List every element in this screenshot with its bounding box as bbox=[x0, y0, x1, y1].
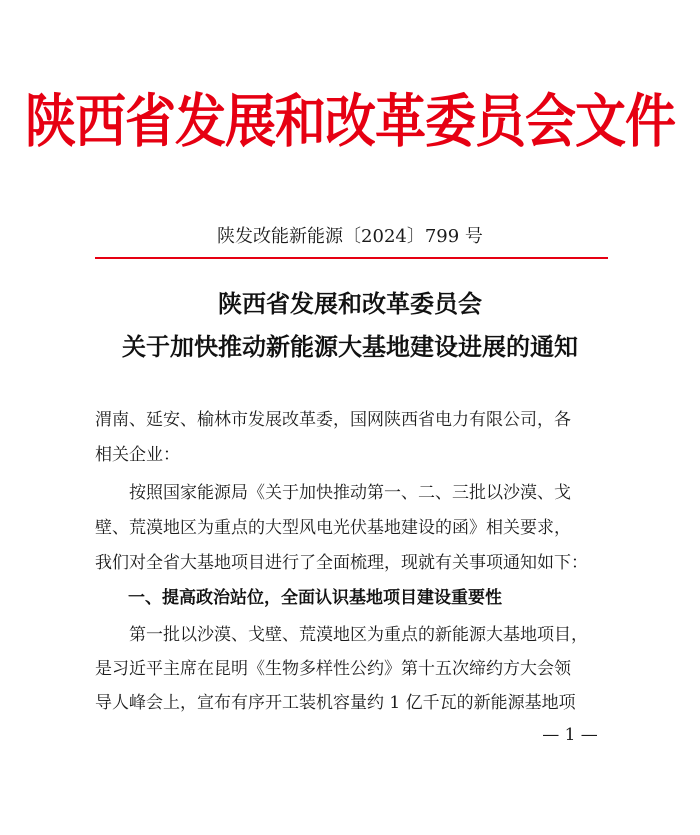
body-line-intro-2: 壁、荒漠地区为重点的大型风电光伏基地建设的函》相关要求， bbox=[95, 518, 571, 538]
document-title-line-1: 陕西省发展和改革委员会 bbox=[218, 289, 482, 318]
document-number: 陕发改能新能源〔2024〕799 号 bbox=[217, 226, 483, 247]
body-line-addressees-cont: 相关企业： bbox=[95, 445, 180, 465]
body-line-section-1: 第一批以沙漠、戈壁、荒漠地区为重点的新能源大基地项目， bbox=[95, 625, 588, 645]
body-line-intro-1: 按照国家能源局《关于加快推动第一、二、三批以沙漠、戈 bbox=[95, 483, 571, 503]
body-line-addressees: 渭南、延安、榆林市发展改革委，国网陕西省电力有限公司，各 bbox=[95, 410, 571, 430]
body-line-section-2: 是习近平主席在昆明《生物多样性公约》第十五次缔约方大会领 bbox=[95, 659, 571, 679]
page-number: — 1 — bbox=[542, 725, 598, 745]
document-title-line-2: 关于加快推动新能源大基地建设进展的通知 bbox=[122, 332, 578, 361]
body-line-intro-3: 我们对全省大基地项目进行了全面梳理，现就有关事项通知如下： bbox=[95, 553, 588, 573]
section-heading-1: 一、提高政治站位，全面认识基地项目建设重要性 bbox=[128, 588, 502, 608]
document-masthead: 陕西省发展和改革委员会文件 bbox=[24, 88, 675, 156]
body-line-section-3: 导人峰会上，宣布有序开工装机容量约 1 亿千瓦的新能源基地项 bbox=[95, 693, 576, 713]
red-divider-line bbox=[95, 257, 608, 259]
